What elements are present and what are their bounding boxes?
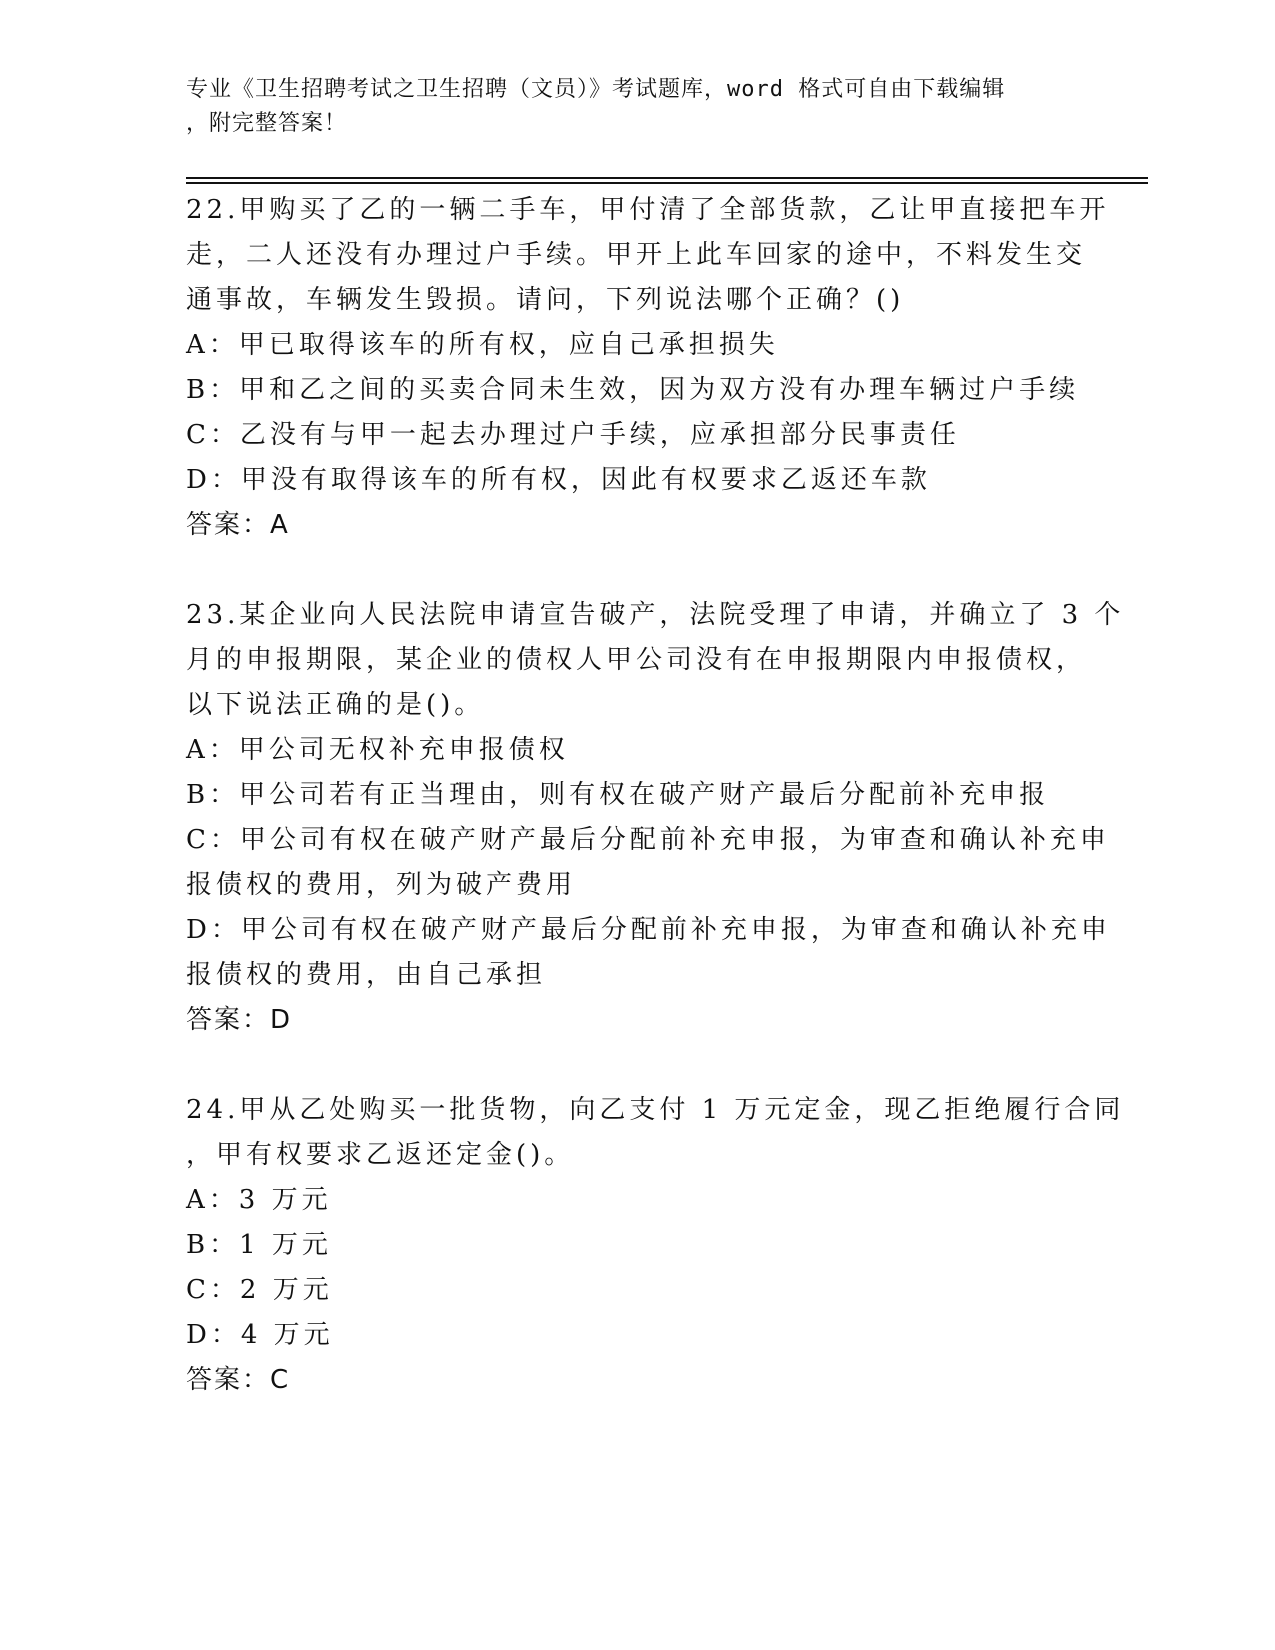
answer-label: 答案：C bbox=[186, 1365, 291, 1395]
option-d-continued: 报债权的费用，由自己承担 bbox=[186, 960, 547, 990]
question-stem-line: 以下说法正确的是()。 bbox=[186, 690, 485, 720]
question-stem-line: 23.某企业向人民法院申请宣告破产，法院受理了申请，并确立了 3 个 bbox=[186, 600, 1125, 630]
question-stem-line: 月的申报期限，某企业的债权人甲公司没有在申报期限内申报债权， bbox=[186, 645, 1087, 675]
question-stem-line: 通事故，车辆发生毁损。请问，下列说法哪个正确？() bbox=[186, 285, 905, 315]
option-a: A：3 万元 bbox=[186, 1185, 332, 1215]
header-divider-top bbox=[186, 177, 1148, 179]
question-stem-line: ，甲有权要求乙返还定金()。 bbox=[186, 1140, 575, 1170]
question-stem-line: 24.甲从乙处购买一批货物，向乙支付 1 万元定金，现乙拒绝履行合同 bbox=[186, 1095, 1125, 1125]
option-d: D：甲没有取得该车的所有权，因此有权要求乙返还车款 bbox=[186, 465, 931, 495]
answer-label: 答案：A bbox=[186, 510, 290, 540]
option-a: A：甲已取得该车的所有权，应自己承担损失 bbox=[186, 330, 779, 360]
option-b: B：1 万元 bbox=[186, 1230, 332, 1260]
header-line-2: ，附完整答案！ bbox=[186, 111, 348, 136]
option-a: A：甲公司无权补充申报债权 bbox=[186, 735, 569, 765]
option-d: D：4 万元 bbox=[186, 1320, 334, 1350]
header-line-1: 专业《卫生招聘考试之卫生招聘（文员）》考试题库，word 格式可自由下载编辑 bbox=[186, 77, 1006, 102]
option-c: C：2 万元 bbox=[186, 1275, 333, 1305]
option-c: C：乙没有与甲一起去办理过户手续，应承担部分民事责任 bbox=[186, 420, 960, 450]
question-stem-line: 走，二人还没有办理过户手续。甲开上此车回家的途中，不料发生交 bbox=[186, 240, 1087, 270]
option-b: B：甲和乙之间的买卖合同未生效，因为双方没有办理车辆过户手续 bbox=[186, 375, 1080, 405]
question-stem-line: 22.甲购买了乙的一辆二手车，甲付清了全部货款，乙让甲直接把车开 bbox=[186, 195, 1110, 225]
option-d: D：甲公司有权在破产财产最后分配前补充申报，为审查和确认补充申 bbox=[186, 915, 1111, 945]
option-c-continued: 报债权的费用，列为破产费用 bbox=[186, 870, 577, 900]
answer-label: 答案：D bbox=[186, 1005, 293, 1035]
option-c: C：甲公司有权在破产财产最后分配前补充申报，为审查和确认补充申 bbox=[186, 825, 1110, 855]
header-divider-bottom bbox=[186, 182, 1148, 184]
option-b: B：甲公司若有正当理由，则有权在破产财产最后分配前补充申报 bbox=[186, 780, 1050, 810]
